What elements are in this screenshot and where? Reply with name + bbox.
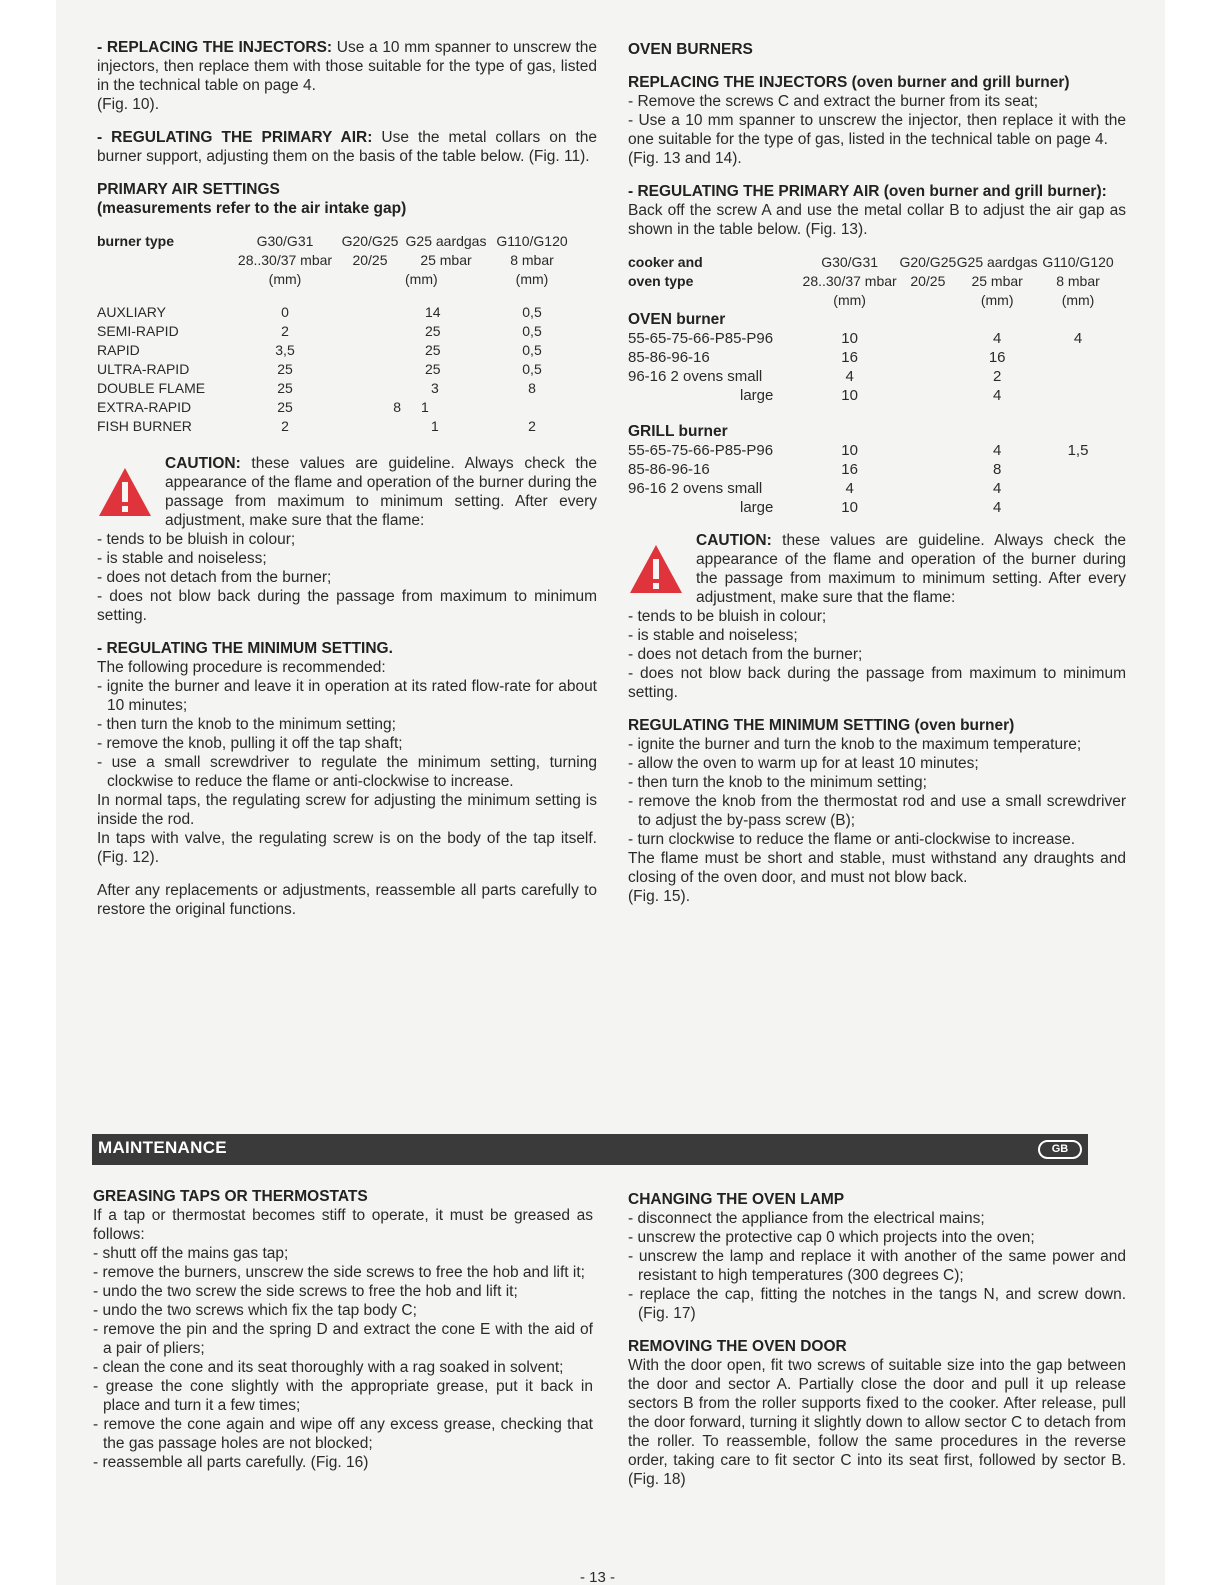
cell (1038, 386, 1118, 405)
list-item: - clean the cone and its seat thoroughly with a rag soaked in solvent; (93, 1359, 564, 1376)
header-g20: G20/G25 (341, 233, 399, 249)
row-name: large (740, 499, 774, 516)
list-item: - remove the knob from the thermostat rod and use a small screwdriver to adjust the by-pass screw (B); (628, 793, 1126, 829)
cell (1038, 498, 1118, 517)
row-name: 55-65-75-66-P85-P96 (628, 330, 774, 347)
list-item: - allow the oven to warm up for at least 10 minutes; (628, 755, 979, 772)
table-row (628, 348, 1118, 367)
cell: 2 (281, 323, 289, 339)
list-item: - is stable and noiseless; (628, 627, 798, 644)
list-item: - shutt off the mains gas tap; (93, 1245, 289, 1262)
list-item: - turn clockwise to reduce the flame or anti-clockwise to increase. (628, 831, 1076, 848)
primary-air-table (97, 232, 577, 436)
row-name: 96-16 2 ovens small (628, 368, 763, 385)
fig-13-14-ref: (Fig. 13 and 14). (628, 150, 742, 167)
cell: 2 (992, 368, 1002, 385)
list-item: - reassemble all parts carefully. (Fig. 16) (93, 1454, 369, 1471)
oven-door-text: With the door open, fit two screws of suitable size into the gap between the door and sector A. Partially close the door and pull it up release sectors B from the roller supports fixed to the cooker. After release, pull the door forward, turning it slightly down to allow sector C to detach from the roller. To reassemble, follow the same procedures in the reverse order, taking care to fit sector C into its seat first, followed by sector B. (Fig. 18) (628, 1357, 1126, 1488)
table-units-row (97, 251, 577, 270)
list-item: - disconnect the appliance from the electrical mains; (628, 1210, 985, 1227)
list-item: - Use a 10 mm spanner to unscrew the injector, then replace it with the one suitable for the type of gas, listed in the technical table on page 4. (628, 112, 1126, 148)
cell: 0,5 (522, 323, 542, 339)
cell (1038, 479, 1118, 498)
cell (1038, 348, 1118, 367)
cell: 10 (841, 442, 858, 459)
primary-air-heading: - REGULATING THE PRIMARY AIR: (97, 129, 373, 146)
row-name: 85-86-96-16 (628, 349, 710, 366)
table-row (628, 498, 1118, 517)
table-row (97, 341, 577, 360)
header-oven-type: oven type (628, 273, 694, 289)
list-item: - does not detach from the burner; (628, 646, 863, 663)
cell: 16 (988, 349, 1006, 366)
mm-label: (mm) (980, 292, 1014, 308)
grill-burner-subheading: GRILL burner (628, 423, 728, 440)
cell: 3 (431, 380, 439, 396)
list-item: - unscrew the protective cap 0 which projects into the oven; (628, 1229, 1035, 1246)
table-row (97, 322, 577, 341)
row-name: DOUBLE FLAME (97, 380, 206, 396)
replacing-injectors-heading: - REPLACING THE INJECTORS: (97, 39, 333, 56)
list-item: - tends to be bluish in colour; (628, 608, 827, 625)
cell (335, 417, 405, 436)
unit-g25: 25 mbar (420, 252, 472, 268)
primary-air-settings-subtitle: (measurements refer to the air intake gap) (97, 200, 407, 217)
table-row (628, 367, 1118, 386)
fig-10-ref: (Fig. 10). (97, 96, 160, 113)
list-item: - replace the cap, fitting the notches in the tangs N, and screw down. (Fig. 17) (628, 1286, 1126, 1322)
table-row (97, 303, 577, 322)
list-item: - undo the two screws which fix the tap body C; (93, 1302, 417, 1319)
cell: 25 (277, 399, 293, 415)
gb-language-badge: GB (1038, 1140, 1082, 1159)
grill-burner-head-row (628, 422, 1118, 441)
list-item: - remove the cone again and wipe off any excess grease, checking that the gas passage holes are not blocked; (93, 1416, 593, 1452)
oven-primary-air-heading: - REGULATING THE PRIMARY AIR (oven burner and grill burner): (628, 183, 1107, 200)
list-item: - is stable and noiseless; (97, 550, 267, 567)
cell: 4 (992, 480, 1002, 497)
maintenance-section-bar (92, 1134, 1088, 1165)
normal-taps-text: In normal taps, the regulating screw for adjusting the minimum setting is inside the rod. (97, 792, 597, 828)
unit-g30: 28..30/37 mbar (802, 273, 897, 289)
oven-lamp-heading: CHANGING THE OVEN LAMP (628, 1191, 845, 1208)
cell: 25 (425, 323, 441, 339)
cell (335, 341, 405, 360)
cell: 4 (845, 368, 854, 385)
cell: 4 (992, 387, 1002, 404)
mm-label: (mm) (515, 271, 549, 287)
header-g110: G110/G120 (1042, 254, 1114, 270)
row-name: FISH BURNER (97, 418, 192, 434)
cell: 25 (277, 380, 293, 396)
unit-g30: 28..30/37 mbar (237, 252, 333, 268)
table-header-row (628, 253, 1118, 272)
cell: 0,5 (522, 304, 542, 320)
cell (487, 398, 577, 417)
unit-g110: 8 mbar (510, 252, 554, 268)
list-item: - tends to be bluish in colour; (97, 531, 296, 548)
caution-label: CAUTION: (165, 455, 241, 472)
cell (335, 322, 405, 341)
cell: 0 (281, 304, 289, 320)
cell: 16 (841, 349, 858, 366)
table-header-row (97, 232, 577, 251)
oven-burners-title: OVEN BURNERS (628, 41, 753, 58)
cell: 4 (992, 442, 1002, 459)
table-mm-row (628, 291, 1118, 310)
table-row (97, 379, 577, 398)
cell: 8 (393, 399, 401, 415)
row-name: ULTRA-RAPID (97, 361, 190, 377)
list-item: - ignite the burner and leave it in operation at its rated flow-rate for about 10 minutes; (97, 678, 597, 714)
valve-taps-text: In taps with valve, the regulating screw is on the body of the tap itself. (Fig. 12). (97, 830, 597, 866)
warning-icon (628, 543, 684, 595)
list-item: - remove the burners, unscrew the side screws to free the hob and lift it; (93, 1264, 585, 1281)
unit-g20: 20/25 (910, 273, 946, 289)
cell: 1 (421, 399, 429, 415)
list-item: - use a small screwdriver to regulate the minimum setting, turning clockwise to reduce the flame or anti-clockwise to increase. (97, 754, 597, 790)
header-g25: G25 aardgas (956, 254, 1038, 270)
cell: 4 (1073, 330, 1083, 347)
cell: 25 (425, 361, 441, 377)
table-row (628, 441, 1118, 460)
cell: 10 (841, 330, 858, 347)
cell: 8 (992, 461, 1002, 478)
left-page-margin (0, 0, 56, 1585)
table-row (97, 398, 577, 417)
cell (1038, 367, 1118, 386)
cell: 25 (425, 342, 441, 358)
table-row (628, 479, 1118, 498)
caution-text: these values are guideline. Always check the appearance of the flame and operation of the burner during the passage from maximum to minimum setting. After every adjustment, make sure that the flame: (696, 532, 1126, 606)
cell: 10 (841, 499, 858, 516)
primary-air-settings-title: PRIMARY AIR SETTINGS (97, 181, 280, 198)
list-item: - does not blow back during the passage from maximum to minimum setting. (628, 665, 1126, 701)
cell (335, 360, 405, 379)
table-mm-row (97, 270, 577, 289)
oven-burner-head-row (628, 310, 1118, 329)
greasing-heading: GREASING TAPS OR THERMOSTATS (93, 1188, 368, 1205)
list-item: - Remove the screws C and extract the burner from its seat; (628, 93, 1039, 110)
row-name: 96-16 2 ovens small (628, 480, 763, 497)
row-name: RAPID (97, 342, 140, 358)
cell: 8 (528, 380, 536, 396)
row-name: 55-65-75-66-P85-P96 (628, 442, 774, 459)
header-g20: G20/G25 (899, 254, 957, 270)
cell: 3,5 (275, 342, 295, 358)
min-setting-intro: The following procedure is recommended: (97, 659, 386, 676)
cell: 1,5 (1067, 442, 1089, 459)
row-name: 85-86-96-16 (628, 461, 710, 478)
replacing-injectors-text: Use a 10 mm spanner to unscrew the injectors, then replace them with those suitable for the type of gas, listed in the technical table on page 4. (97, 39, 597, 94)
cell: 2 (528, 418, 536, 434)
cell: 2 (281, 418, 289, 434)
warning-icon (97, 466, 153, 518)
header-burner-type: burner type (97, 233, 175, 249)
fig-15-ref: (Fig. 15). (628, 888, 691, 905)
header-g30: G30/G31 (821, 254, 879, 270)
primary-air-text: Use the metal collars on the burner support, adjusting them on the basis of the table below. (Fig. 11). (97, 129, 598, 165)
maintenance-heading: MAINTENANCE (98, 1138, 227, 1157)
greasing-intro: If a tap or thermostat becomes stiff to operate, it must be greased as follows: (93, 1207, 593, 1243)
primary-air-paragraph (97, 128, 597, 166)
header-g25: G25 aardgas (405, 233, 487, 249)
reassemble-note: After any replacements or adjustments, reassemble all parts carefully to restore the original functions. (97, 882, 597, 918)
oven-air-table (628, 253, 1118, 517)
cell: 25 (277, 361, 293, 377)
row-name: SEMI-RAPID (97, 323, 179, 339)
mm-label: (mm) (405, 271, 438, 287)
unit-g25: 25 mbar (971, 273, 1023, 289)
mm-label: (mm) (833, 292, 866, 308)
cell: 16 (841, 461, 858, 478)
list-item: - then turn the knob to the minimum setting; (628, 774, 927, 791)
cell: 14 (425, 304, 441, 320)
list-item: - does not detach from the burner; (97, 569, 332, 586)
table-row (628, 386, 1118, 405)
table-row (97, 417, 577, 436)
table-row (628, 329, 1118, 348)
list-item: - unscrew the lamp and replace it with another of the same power and resistant to high temperatures (300 degrees C); (628, 1248, 1126, 1284)
lamp-door-column (628, 1190, 1126, 1489)
oven-burner-subheading: OVEN burner (628, 311, 726, 328)
table-row (97, 360, 577, 379)
header-cooker-and: cooker and (628, 254, 703, 270)
row-name: AUXLIARY (97, 304, 166, 320)
unit-g20: 20/25 (352, 252, 388, 268)
caution-label: CAUTION: (696, 532, 772, 549)
mm-label: (mm) (1061, 292, 1095, 308)
list-item: - undo the two screw the side screws to free the hob and lift it; (93, 1283, 518, 1300)
right-page-margin (1165, 0, 1225, 1585)
cell: 1 (431, 418, 439, 434)
cell: 0,5 (522, 342, 542, 358)
cell: 10 (841, 387, 858, 404)
caution-block (97, 454, 597, 530)
cell (335, 379, 405, 398)
cell (1038, 460, 1118, 479)
cell (335, 303, 405, 322)
cell: 4 (992, 330, 1002, 347)
oven-injectors-heading: REPLACING THE INJECTORS (oven burner and grill burner) (628, 74, 1070, 91)
list-item: - grease the cone slightly with the appropriate grease, put it back in place and turn it a few times; (93, 1378, 593, 1414)
header-g110: G110/G120 (496, 233, 568, 249)
row-name: EXTRA-RAPID (97, 399, 192, 415)
replacing-injectors-paragraph (97, 38, 597, 95)
unit-g110: 8 mbar (1056, 273, 1100, 289)
flame-note: The flame must be short and stable, must withstand any draughts and closing of the oven door, and must not blow back. (628, 850, 1126, 886)
min-setting-heading: - REGULATING THE MINIMUM SETTING. (97, 640, 393, 657)
right-upper-column (628, 40, 1126, 906)
cell: 4 (992, 499, 1002, 516)
list-item: - then turn the knob to the minimum setting; (97, 716, 396, 733)
list-item: - does not blow back during the passage from maximum to minimum setting. (97, 588, 597, 624)
list-item: - remove the knob, pulling it off the tap shaft; (97, 735, 403, 752)
cell: 4 (845, 480, 854, 497)
header-g30: G30/G31 (256, 233, 314, 249)
list-item: - ignite the burner and turn the knob to the maximum temperature; (628, 736, 1082, 753)
page-number: - 13 - (580, 1569, 616, 1585)
table-units-row (628, 272, 1118, 291)
left-upper-column (97, 38, 597, 919)
oven-primary-air-text: Back off the screw A and use the metal collar B to adjust the air gap as shown in the table below. (Fig. 13). (628, 202, 1126, 238)
cell: 0,5 (522, 361, 542, 377)
caution-block (628, 531, 1126, 607)
oven-min-setting-heading: REGULATING THE MINIMUM SETTING (oven burner) (628, 717, 1015, 734)
greasing-column (93, 1187, 593, 1472)
row-name: large (740, 387, 774, 404)
oven-door-heading: REMOVING THE OVEN DOOR (628, 1338, 847, 1355)
table-row (628, 460, 1118, 479)
caution-text: these values are guideline. Always check the appearance of the flame and operation of the burner during the passage from maximum to minimum setting. After every adjustment, make sure that the flame: (165, 455, 597, 529)
list-item: - remove the pin and the spring D and extract the cone E with the aid of a pair of pliers; (93, 1321, 593, 1357)
mm-label: (mm) (268, 271, 302, 287)
